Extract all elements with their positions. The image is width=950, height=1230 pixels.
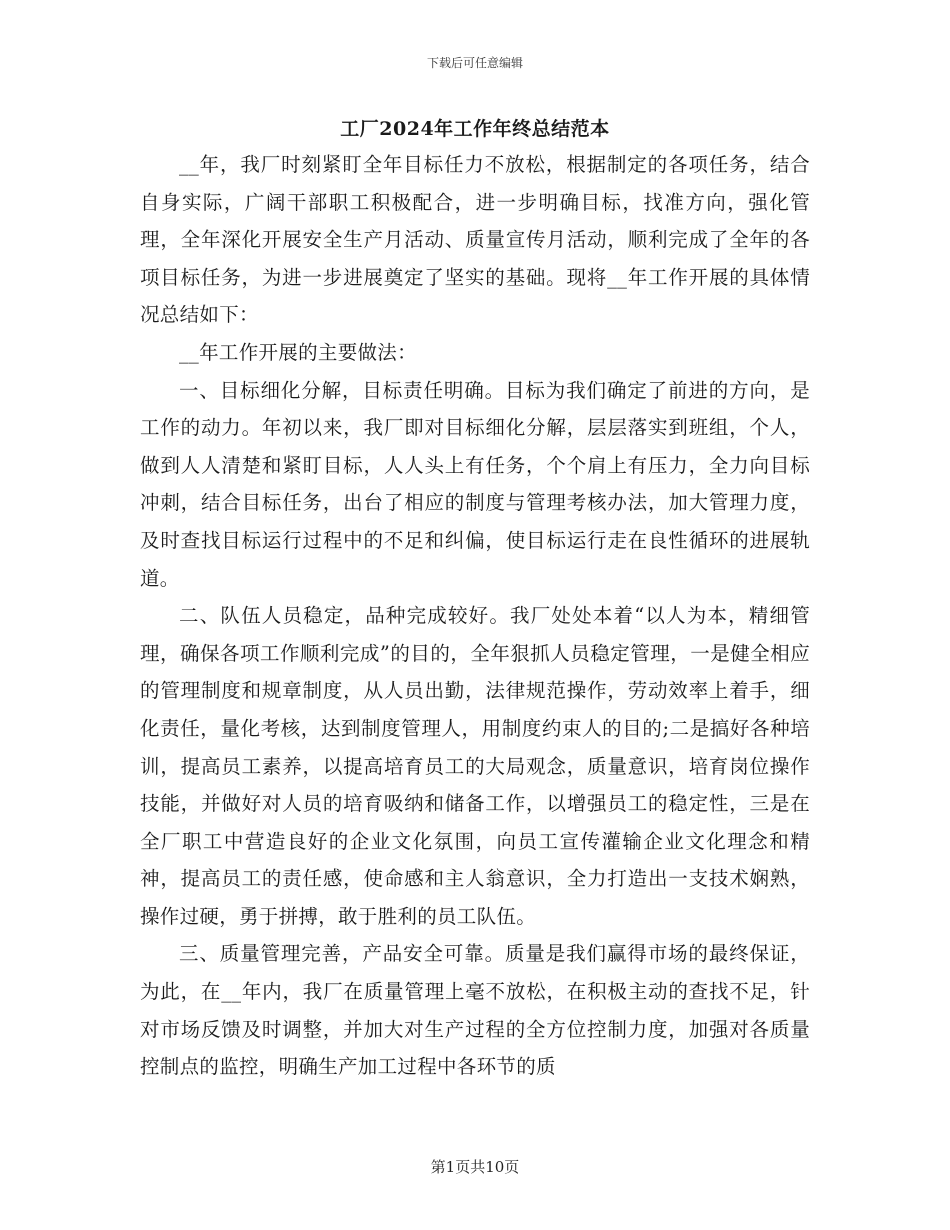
paragraph-section-1: 一、目标细化分解，目标责任明确。目标为我们确定了前进的方向，是工作的动力。年初以来，我厂即对目标细化分解，层层落实到班组，个人，做到人人清楚和紧盯目标，人人头上有任务，个个肩上有压力，全力向目标冲刺，结合目标任务，出台了相应的制度与管理考核办法，加大管理力度，及时查找目标运行过程中的不足和纠偏，使目标运行走在良性循环的进展轨道。 (140, 378, 810, 590)
paragraph-main-methods: __年工作开展的主要做法： (179, 340, 417, 364)
paragraph-section-3: 三、质量管理完善，产品安全可靠。质量是我们赢得市场的最终保证，为此，在__年内，我厂在质量管理上毫不放松，在积极主动的查找不足，针对市场反馈及时调整，并加大对生产过程的全方位控制力度，加强对各质量控制点的监控，明确生产加工过程中各环节的质 (140, 942, 810, 1079)
paragraph-intro: __年，我厂时刻紧盯全年目标任力不放松，根据制定的各项任务，结合自身实际，广阔干部职工积极配合，进一步明确目标，找准方向，强化管理，全年深化开展安全生产月活动、质量宣传月活动，顺利完成了全年的各项目标任务，为进一步进展奠定了坚实的基础。现将__年工作开展的具体情况总结如下： (140, 153, 810, 327)
header-note: 下载后可任意编辑 (426, 56, 523, 70)
page-footer: 第1页共10页 (430, 1158, 520, 1176)
document-body (140, 146, 810, 1086)
paragraph-section-2: 二、队伍人员稳定，品种完成较好。我厂处处本着“以人为本，精细管理，确保各项工作顺利完成”的目的，全年狠抓人员稳定管理，一是健全相应的管理制度和规章制度，从人员出勤，法律规范操作，劳动效率上着手，细化责任，量化考核，达到制度管理人，用制度约束人的目的;二是搞好各种培训，提高员工素养，以提高培育员工的大局观念，质量意识，培育岗位操作技能，并做好对人员的培育吸纳和储备工作，以增强员工的稳定性，三是在全厂职工中营造良好的企业文化氛围，向员工宣传灌输企业文化理念和精神，提高员工的责任感，使命感和主人翁意识，全力打造出一支技术娴熟，操作过硬，勇于拼搏，敢于胜利的员工队伍。 (140, 604, 810, 928)
document-title: 工厂2024年工作年终总结范本 (340, 118, 610, 140)
